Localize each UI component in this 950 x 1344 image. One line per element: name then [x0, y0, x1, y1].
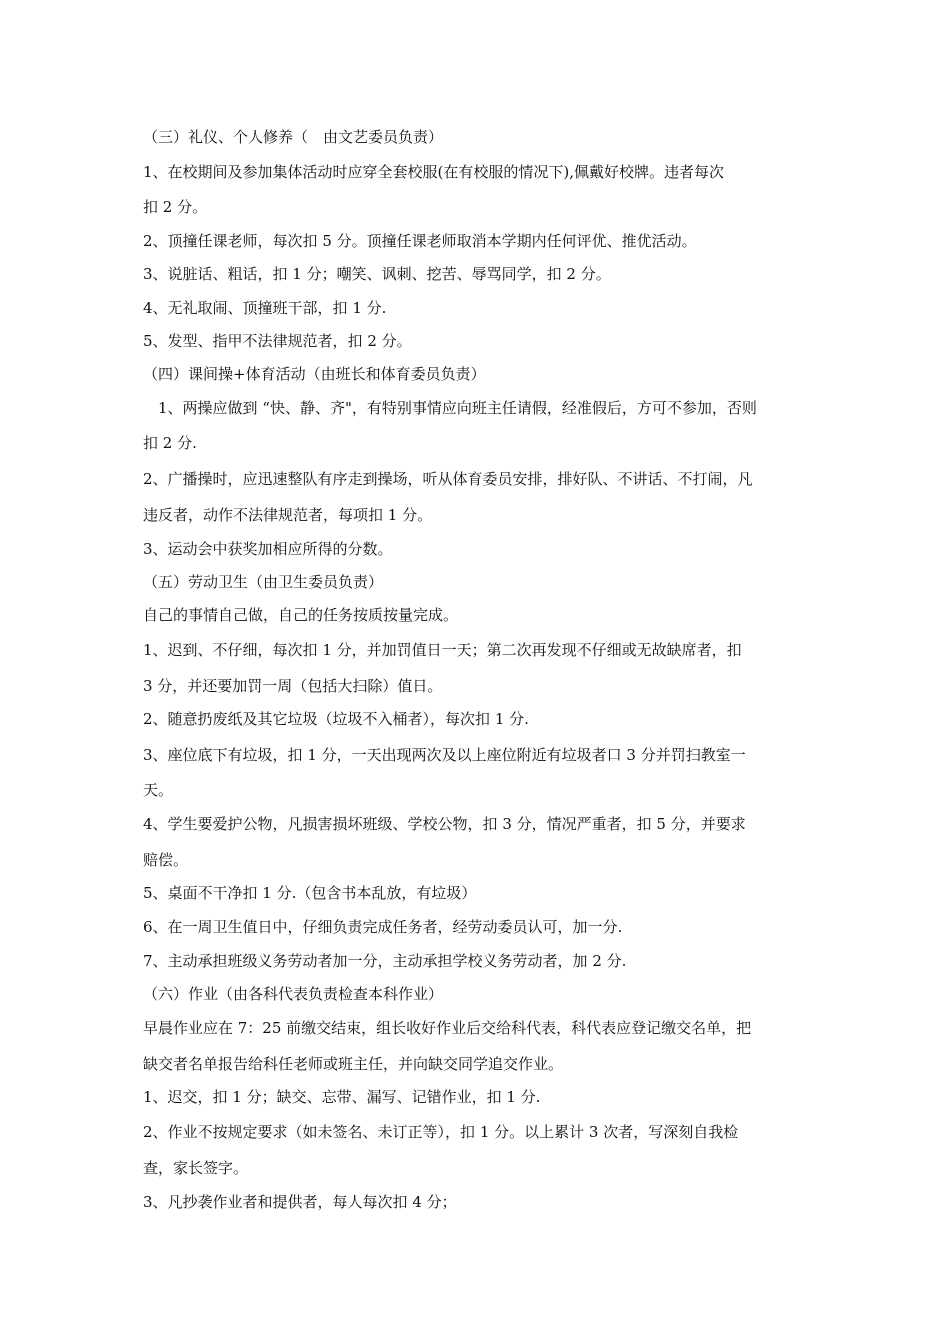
section-heading-labor: （五）劳动卫生（由卫生委员负责）	[143, 573, 384, 591]
text-line: 3、座位底下有垃圾，扣 1 分，一天出现两次及以上座位附近有垃圾者口 3 分并罚扫教室一	[143, 746, 746, 764]
text-line: 3、说脏话、粗话，扣 1 分；嘲笑、讽刺、挖苦、辱骂同学，扣 2 分。	[143, 265, 611, 283]
text-line: 2、顶撞任课老师，每次扣 5 分。顶撞任课老师取消本学期内任何评优、推优活动。	[143, 232, 697, 250]
text-line: 3、凡抄袭作业者和提供者，每人每次扣 4 分；	[143, 1193, 457, 1211]
section-heading-homework: （六）作业（由各科代表负责检查本科作业）	[143, 985, 444, 1003]
text-line: 3 分，并还要加罚一周（包括大扫除）值日。	[143, 677, 443, 695]
section-heading-exercise: （四）课间操+体育活动（由班长和体育委员负责）	[143, 365, 486, 383]
text-line: 扣 2 分。	[143, 198, 208, 216]
text-line: 1、迟交，扣 1 分；缺交、忘带、漏写、记错作业，扣 1 分.	[143, 1088, 541, 1106]
text-line: 早晨作业应在 7：25 前缴交结束，组长收好作业后交给科代表，科代表应登记缴交名单，把	[143, 1019, 752, 1037]
text-line: 5、桌面不干净扣 1 分.（包含书本乱放，有垃圾）	[143, 884, 477, 902]
text-line: 1、在校期间及参加集体活动时应穿全套校服(在有校服的情况下),佩戴好校牌。违者每次	[143, 163, 725, 181]
text-line: 4、学生要爱护公物，凡损害损坏班级、学校公物，扣 3 分，情况严重者，扣 5 分，并要求	[143, 815, 746, 833]
text-line: 查，家长签字。	[143, 1159, 249, 1177]
text-line: 缺交者名单报告给科任老师或班主任，并向缺交同学追交作业。	[143, 1055, 564, 1073]
text-line: 5、发型、指甲不法律规范者，扣 2 分。	[143, 332, 412, 350]
text-line: 2、作业不按规定要求（如未签名、未订正等），扣 1 分。以上累计 3 次者，写深刻自我检	[143, 1123, 739, 1141]
text-line: 违反者，动作不法律规范者，每项扣 1 分。	[143, 506, 433, 524]
text-line: 天。	[143, 781, 174, 799]
text-line: 7、主动承担班级义务劳动者加一分，主动承担学校义务劳动者，加 2 分.	[143, 952, 627, 970]
text-line: 6、在一周卫生值日中，仔细负责完成任务者，经劳动委员认可，加一分.	[143, 918, 623, 936]
section-heading-etiquette: （三）礼仪、个人修养（ 由文艺委员负责）	[143, 128, 444, 146]
text-line: 赔偿。	[143, 851, 189, 869]
text-line: 3、运动会中获奖加相应所得的分数。	[143, 540, 393, 558]
text-line: 4、无礼取闹、顶撞班干部，扣 1 分.	[143, 299, 387, 317]
text-line: 扣 2 分.	[143, 434, 197, 452]
text-line: 1、迟到、不仔细，每次扣 1 分，并加罚值日一天；第二次再发现不仔细或无故缺席者，扣	[143, 641, 742, 659]
text-line: 自己的事情自己做，自己的任务按质按量完成。	[143, 606, 459, 624]
text-line: 2、广播操时，应迅速整队有序走到操场，听从体育委员安排，排好队、不讲话、不打闹，凡	[143, 470, 753, 488]
text-line: 1、两操应做到 “快、静、齐"，有特别事情应向班主任请假，经准假后，方可不参加，否则	[143, 399, 757, 417]
text-line: 2、随意扔废纸及其它垃圾（垃圾不入桶者），每次扣 1 分.	[143, 710, 529, 728]
